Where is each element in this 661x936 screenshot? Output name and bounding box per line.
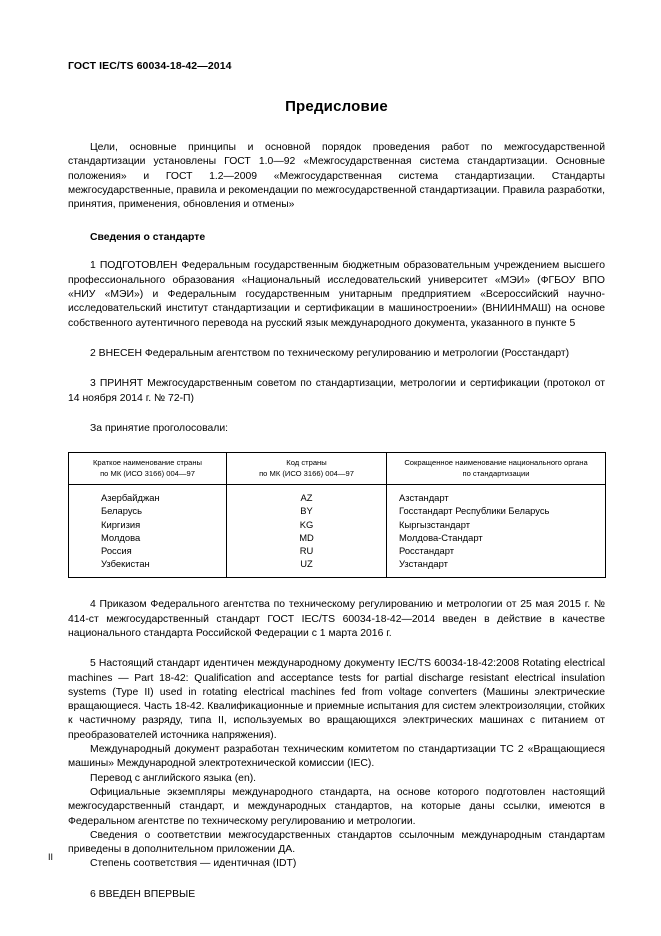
column-header-line2: по МК (ИСО 3166) 004—97	[259, 468, 354, 478]
spacer	[68, 872, 605, 888]
spacer	[68, 212, 605, 232]
column-header-national-body	[387, 453, 606, 485]
section-heading-standard-info: Сведения о стандарте	[90, 232, 206, 244]
column-header-line2: по МК (ИСО 3166) 004—97	[100, 468, 195, 478]
standard-info-item-4: 4 Приказом Федерального агентства по техническому регулированию и метрологии от 25 мая 2015 г. № 414-ст межгосударственный стандарт ГОСТ IEC/TS 60034-18-42—2014 введен в действие в качестве национального стандарта Российской Федерации с 1 марта 2016 г.	[68, 599, 605, 639]
list-item: Узбекистан	[101, 558, 150, 570]
standard-info-item-5-note-3: Официальные экземпляры международного стандарта, на основе которого подготовлен настоящий межгосударственный стандарт, и международных стандартов, на которые даны ссылки, имеются в Федеральном агентстве по техническому регулированию и метрологии.	[68, 786, 605, 827]
country-table-header	[69, 453, 606, 485]
cell-national-bodies	[387, 485, 606, 578]
standard-info-item-5-note-1: Международный документ разработан техническим комитетом по стандартизации ТС 2 «Вращающиеся машины» Международной электротехнической комиссии (IEC).	[68, 744, 605, 770]
table-header-row	[69, 453, 606, 485]
list-item: Азербайджан	[101, 492, 160, 504]
standard-info-item-5-note-5: Степень соответствия — идентичная (IDT)	[90, 858, 297, 870]
list-item: Молдова-Стандарт	[399, 531, 483, 543]
spacer	[68, 641, 605, 657]
country-table	[68, 452, 606, 578]
list-item: Беларусь	[101, 505, 143, 517]
standard-info-item-3: 3 ПРИНЯТ Межгосударственным советом по стандартизации, метрологии и сертификации (протокол от 14 ноября 2014 г. № 72-П)	[68, 378, 605, 404]
list-item: MD	[299, 531, 314, 543]
spacer	[68, 406, 605, 422]
list-item: RU	[299, 544, 314, 556]
column-header-country-code	[227, 453, 387, 485]
column-header-country-name	[69, 453, 227, 485]
intro-paragraph: Цели, основные принципы и основной порядок проведения работ по межгосударственной стандартизации установлены ГОСТ 1.0—92 «Межгосударственная система стандартизации. Основные положения» и ГОСТ 1.2—2009 «Межгосударственная система стандартизации. Стандарты межгосударственные, правила и рекомендации по межгосударственной стандартизации. Правила разработки, принятия, применения, обновления и отмены»	[68, 142, 605, 211]
column-header-line1: Сокращенное наименование национального органа	[404, 458, 588, 468]
spacer	[68, 578, 605, 598]
standard-info-item-2: 2 ВНЕСЕН Федеральным агентством по техническому регулированию и метрологии (Росстандарт)	[90, 347, 570, 359]
page-number: II	[48, 852, 54, 862]
standard-info-item-1: 1 ПОДГОТОВЛЕН Федеральным государственным бюджетным образовательным учреждением высшего профессионального образования «Национальный исследовательский университет «МЭИ» (ФГБОУ ВПО «НИУ «МЭИ») и Федеральным государственным унитарным предприятием «Всероссийский научно-исследовательский институт стандартизации и сертификации в машиностроении» (ВНИИНМАШ) на основе собственного аутентичного перевода на русский язык международного документа, указанного в пункте 5	[68, 260, 605, 329]
list-item: Киргизия	[101, 518, 141, 530]
cell-country-codes	[227, 485, 387, 578]
cell-country-names	[69, 485, 227, 578]
list-item: UZ	[300, 558, 313, 570]
standard-info-item-5-note-2: Перевод с английского языка (en).	[90, 772, 257, 784]
spacer	[68, 331, 605, 347]
standard-info-item-6: 6 ВВЕДЕН ВПЕРВЫЕ	[90, 888, 196, 900]
list-item: AZ	[300, 492, 313, 504]
list-item: Кыргызстандарт	[399, 518, 471, 530]
list-item: Молдова	[101, 531, 141, 543]
spacer	[68, 243, 605, 259]
spacer	[68, 361, 605, 377]
list-item: KG	[299, 518, 314, 530]
country-code-list	[227, 485, 386, 577]
list-item: Россия	[101, 544, 132, 556]
list-item: BY	[300, 505, 313, 517]
national-body-list	[387, 485, 605, 577]
vote-label: За принятие проголосовали:	[90, 422, 229, 434]
column-header-line1: Краткое наименование страны	[93, 458, 202, 468]
country-name-list	[69, 485, 226, 577]
page-title: Предисловие	[285, 98, 388, 115]
column-header-line2: по стандартизации	[462, 468, 530, 478]
standard-info-item-5: 5 Настоящий стандарт идентичен международному документу IEC/TS 60034-18-42:2008 Rotating electrical machines — Part 18-42: Qualification and acceptance tests for partial discharge resistant electrical insulation systems (Type II) used in rotating electrical machines fed from voltage converters (Машины электрические вращающиеся. Часть 18-42. Квалификационные и приемные испытания для систем электроизоляции, стойких к частичному разряду, типа II, используемых во вращающихся электрических машинах с питанием от преобразователей источника напряжения).	[68, 658, 605, 741]
list-item: Азстандарт	[399, 492, 449, 504]
list-item: Узстандарт	[399, 558, 448, 570]
country-table-body	[69, 485, 606, 578]
list-item: Росстандарт	[399, 544, 454, 556]
document-header-standard-number: ГОСТ IEC/TS 60034-18-42—2014	[68, 60, 232, 72]
standard-info-item-5-note-4: Сведения о соответствии межгосударственных стандартов ссылочным международным стандартам приведены в дополнительном приложении ДА.	[68, 829, 605, 856]
list-item: Госстандарт Республики Беларусь	[399, 505, 550, 517]
table-row	[69, 485, 606, 578]
page-content	[68, 60, 605, 902]
column-header-line1: Код страны	[286, 458, 327, 468]
spacer	[68, 436, 605, 452]
